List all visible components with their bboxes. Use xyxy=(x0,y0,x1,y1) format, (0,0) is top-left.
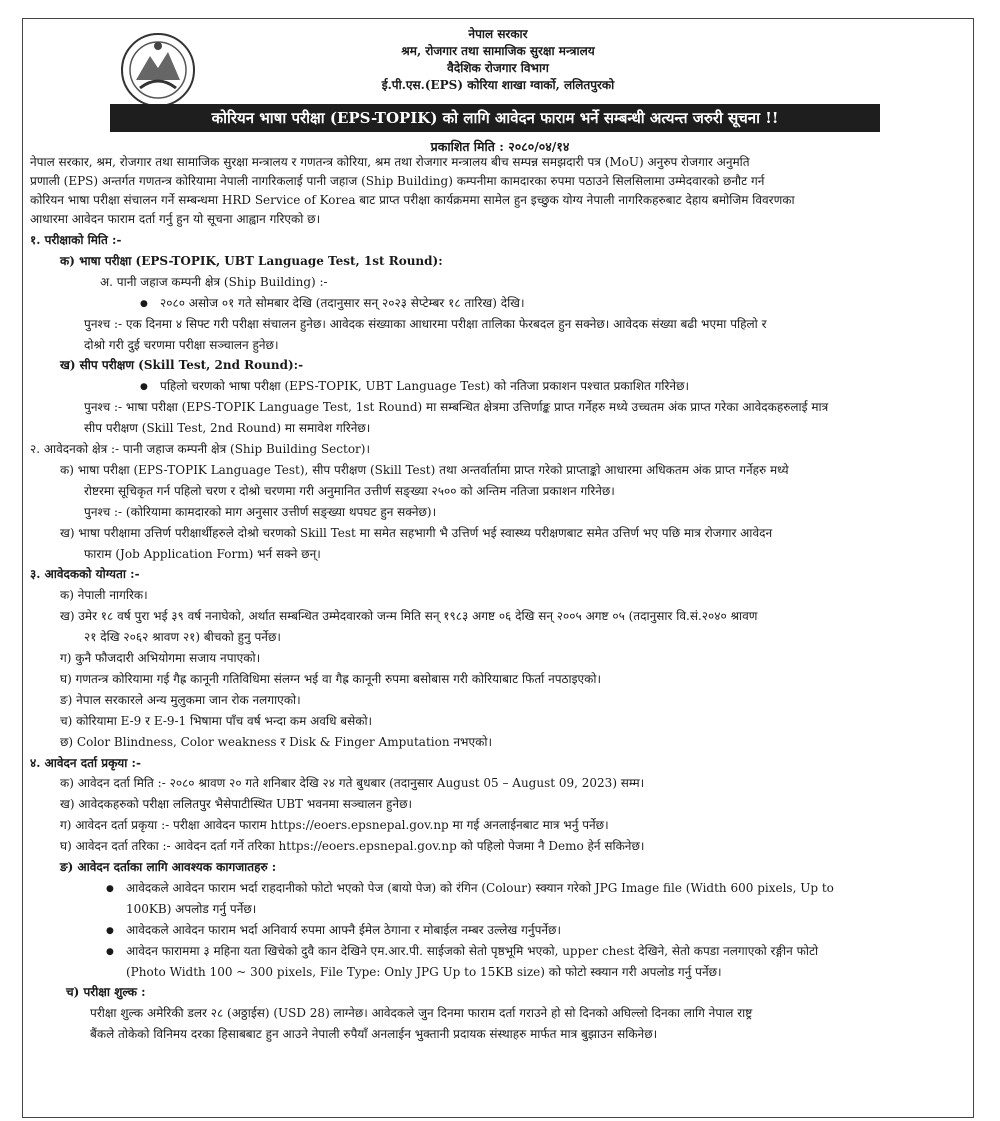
notice-line: ख) आवेदकहरुको परीक्षा ललितपुर भैसेपाटीस्थित UBT भवनमा सञ्चालन हुनेछ। xyxy=(60,797,413,812)
notice-line: ४. आवेदन दर्ता प्रकृया :- xyxy=(30,755,141,770)
notice-line: दोश्रो गरी दुई चरणमा परीक्षा सञ्चालन हुनेछ। xyxy=(84,337,279,352)
header-line: ई.पी.एस.(EPS) कोरिया शाखा ग्वार्को, ललितपुरको xyxy=(381,78,615,92)
bullet-item: ● पहिलो चरणको भाषा परीक्षा (EPS-TOPIK, UBT Language Test) को नतिजा प्रकाशन पश्चात प्रकाशित गरिनेछ। xyxy=(160,378,689,394)
notice-line: घ) गणतन्त्र कोरियामा गई गैह्र कानूनी गतिविधिमा संलग्न भई वा गैह्र कानूनी रुपमा बसोबास गरी कोरियाबाट फिर्ता नपठाइएको। xyxy=(60,671,602,686)
notice-line: २. आवेदनको क्षेत्र :- पानी जहाज कम्पनी क्षेत्र (Ship Building Sector)। xyxy=(30,442,371,456)
bullet-item: ● आवेदकले आवेदन फाराम भर्दा अनिवार्य रुपमा आफ्नै ईमेल ठेगाना र मोबाईल नम्बर उल्लेख गर्नुपर्नेछ। xyxy=(126,922,561,938)
notice-line: बैंकले तोकेको विनिमय दरका हिसाबबाट हुन आउने नेपाली रुपैयाँ अनलाईन भुक्तानी प्रदायक संस्थाहरु मार्फत मात्र बुझाउन सकिनेछ। xyxy=(90,1027,658,1042)
intro-line: प्रणाली (EPS) अन्तर्गत गणतन्त्र कोरियामा नेपाली नागरिकलाई पानी जहाज (Ship Building) कम्पनीमा कामदारका रुपमा पठाउने सिलसिलामा उम्मेदवारको छनौट गर्न xyxy=(30,174,765,188)
notice-line: अ. पानी जहाज कम्पनी क्षेत्र (Ship Building) :- xyxy=(100,274,328,289)
bullet-item: ● आवेदकले आवेदन फाराम भर्दा राहदानीको फोटो भएको पेज (बायो पेज) को रंगिन (Colour) स्क्यान गरेको JPG Image file (Width 600 pixels, Up to xyxy=(126,880,834,896)
notice-line: ग) आवेदन दर्ता प्रकृया :- परीक्षा आवेदन फाराम https://eoers.epsnepal.gov.np मा गई अनलाईनबाट मात्र भर्नु पर्नेछ। xyxy=(60,818,609,833)
notice-line: पुनश्च :- एक दिनमा ४ सिफ्ट गरी परीक्षा संचालन हुनेछ। आवेदक संख्याका आधारमा परीक्षा तालिका फेरबदल हुन सक्नेछ। आवेदक संख्या बढी भएमा पहिलो र xyxy=(84,316,767,331)
published-date: प्रकाशित मिति : २०८०/०४/१४ xyxy=(430,139,570,154)
notice-line: छ) Color Blindness, Color weakness र Disk & Finger Amputation नभएको। xyxy=(60,734,492,749)
notice-line: ख) उमेर १८ वर्ष पुरा भई ३९ वर्ष ननाघेको, अर्थात सम्बन्धित उम्मेदवारको जन्म मिति सन् १९८३ अगष्ट ०६ देखि सन् २००५ अगष्ट ०५ (तदानुसार वि.सं.२०४० श्रावण xyxy=(60,609,758,624)
notice-line: फाराम (Job Application Form) भर्न सक्ने छन्। xyxy=(84,546,321,561)
notice-title-banner: कोरियन भाषा परीक्षा (EPS-TOPIK) को लागि आवेदन फाराम भर्ने सम्बन्धी अत्यन्त जरुरी सूचना !! xyxy=(110,104,880,132)
notice-line: ३. आवेदकको योग्यता :- xyxy=(30,567,140,582)
notice-line: घ) आवेदन दर्ता तरिका :- आवेदन दर्ता गर्ने तरिका https://eoers.epsnepal.gov.np को पहिलो पेजमा नै Demo हेर्न सकिनेछ। xyxy=(60,839,645,854)
notice-line: परीक्षा शुल्क अमेरिकी डलर २८ (अठ्ठाईस) (USD 28) लाग्नेछ। आवेदकले जुन दिनमा फाराम दर्ता गराउने हो सो दिनको अघिल्लो दिनका लागि नेपाल राष्ट्र xyxy=(90,1006,753,1021)
notice-line: ङ) नेपाल सरकारले अन्य मुलुकमा जान रोक नलगाएको। xyxy=(60,692,301,707)
notice-line: 100KB) अपलोड गर्नु पर्नेछ। xyxy=(126,901,257,916)
notice-line: च) कोरियामा E-9 र E-9-1 भिषामा पाँच वर्ष भन्दा कम अवधि बसेको। xyxy=(60,713,373,728)
notice-line: क) भाषा परीक्षा (EPS-TOPIK Language Test), सीप परीक्षण (Skill Test) तथा अन्तर्वार्तामा प्राप्त गरेको प्राप्ताङ्को आधारमा अधिकतम अंक प्राप्त गर्नेहरु मध्ये xyxy=(60,462,789,477)
header-line: नेपाल सरकार xyxy=(468,27,528,41)
header-line: वैदेशिक रोजगार विभाग xyxy=(447,61,549,75)
notice-line: १. परीक्षाको मिति :- xyxy=(30,233,122,247)
notice-line: सीप परीक्षण (Skill Test, 2nd Round) मा समावेश गरिनेछ। xyxy=(84,421,371,436)
notice-line: (Photo Width 100 ~ 300 pixels, File Type: Only JPG Up to 15KB size) को फोटो स्क्यान गरी अपलोड गर्नु पर्नेछ। xyxy=(126,964,722,979)
notice-line: क) आवेदन दर्ता मिति :- २०८० श्रावण २० गते शनिबार देखि २४ गते बुधबार (तदानुसार August 05 – August 09, 2023) सम्म। xyxy=(60,776,645,791)
notice-line: ङ) आवेदन दर्ताका लागि आवश्यक कागजातहरु : xyxy=(60,860,277,874)
notice-line: च) परीक्षा शुल्क : xyxy=(66,985,146,1000)
intro-line: आधारमा आवेदन फाराम दर्ता गर्नु हुन यो सूचना आह्वान गरिएको छ। xyxy=(30,212,321,226)
document-header xyxy=(22,18,974,104)
notice-line: २१ देखि २०६२ श्रावण २१) बीचको हुनु पर्नेछ। xyxy=(84,630,281,645)
header-lines xyxy=(22,26,974,94)
notice-line: पुनश्च :- (कोरियामा कामदारको माग अनुसार उत्तीर्ण सङ्ख्या थपघट हुन सक्नेछ)। xyxy=(84,504,437,519)
intro-line: नेपाल सरकार, श्रम, रोजगार तथा सामाजिक सुरक्षा मन्त्रालय र गणतन्त्र कोरिया, श्रम तथा रोजगार मन्त्रालय बीच सम्पन्न समझदारी पत्र (MoU) अनुरुप रोजगार अनुमति xyxy=(30,155,750,169)
notice-line: ख) सीप परीक्षण (Skill Test, 2nd Round):- xyxy=(60,358,304,373)
notice-line: क) भाषा परीक्षा (EPS-TOPIK, UBT Language Test, 1st Round): xyxy=(60,253,443,268)
notice-line: पुनश्च :- भाषा परीक्षा (EPS-TOPIK Language Test, 1st Round) मा सम्बन्धित क्षेत्रमा उत्तिर्णाङ्क प्राप्त गर्नेहरु मध्ये उच्चतम अंक प्राप्त गरेका आवेदकहरुलाई मात्र xyxy=(84,400,829,415)
notice-line: क) नेपाली नागरिक। xyxy=(60,588,148,603)
notice-line: रोष्टरमा सूचिकृत गर्न पहिलो चरण र दोश्रो चरणमा गरी अनुमानित उत्तीर्ण सङ्ख्या २५०० को अन्तिम नतिजा प्रकाशन गरिनेछ। xyxy=(84,483,615,498)
header-line: श्रम, रोजगार तथा सामाजिक सुरक्षा मन्त्रालय xyxy=(401,44,595,58)
notice-line: ख) भाषा परीक्षामा उत्तिर्ण परीक्षार्थीहरुले दोश्रो चरणको Skill Test मा समेत सहभागी भै उत्तिर्ण भई स्वास्थ्य परीक्षणबाट समेत उत्तिर्ण भए पछि मात्र रोजगार आवेदन xyxy=(60,525,773,540)
notice-line: ग) कुनै फौजदारी अभियोगमा सजाय नपाएको। xyxy=(60,651,261,665)
intro-line: कोरियन भाषा परीक्षा संचालन गर्ने सम्बन्धमा HRD Service of Korea बाट प्राप्त परीक्षा कार्यक्रममा सामेल हुन इच्छुक योग्य नेपाली नागरिकहरुबाट देहाय बमोजिम विवरणका xyxy=(30,193,795,207)
bullet-item: ● २०८० असोज ०१ गते सोमबार देखि (तदानुसार सन् २०२३ सेप्टेम्बर १८ तारिख) देखि। xyxy=(160,295,525,311)
bullet-item: ● आवेदन फाराममा ३ महिना यता खिचेको दुवै कान देखिने एम.आर.पी. साईजको सेतो पृष्ठभूमि भएको, upper chest देखिने, सेतो कपडा नलगाएको रङ्गीन फोटो xyxy=(126,943,818,959)
